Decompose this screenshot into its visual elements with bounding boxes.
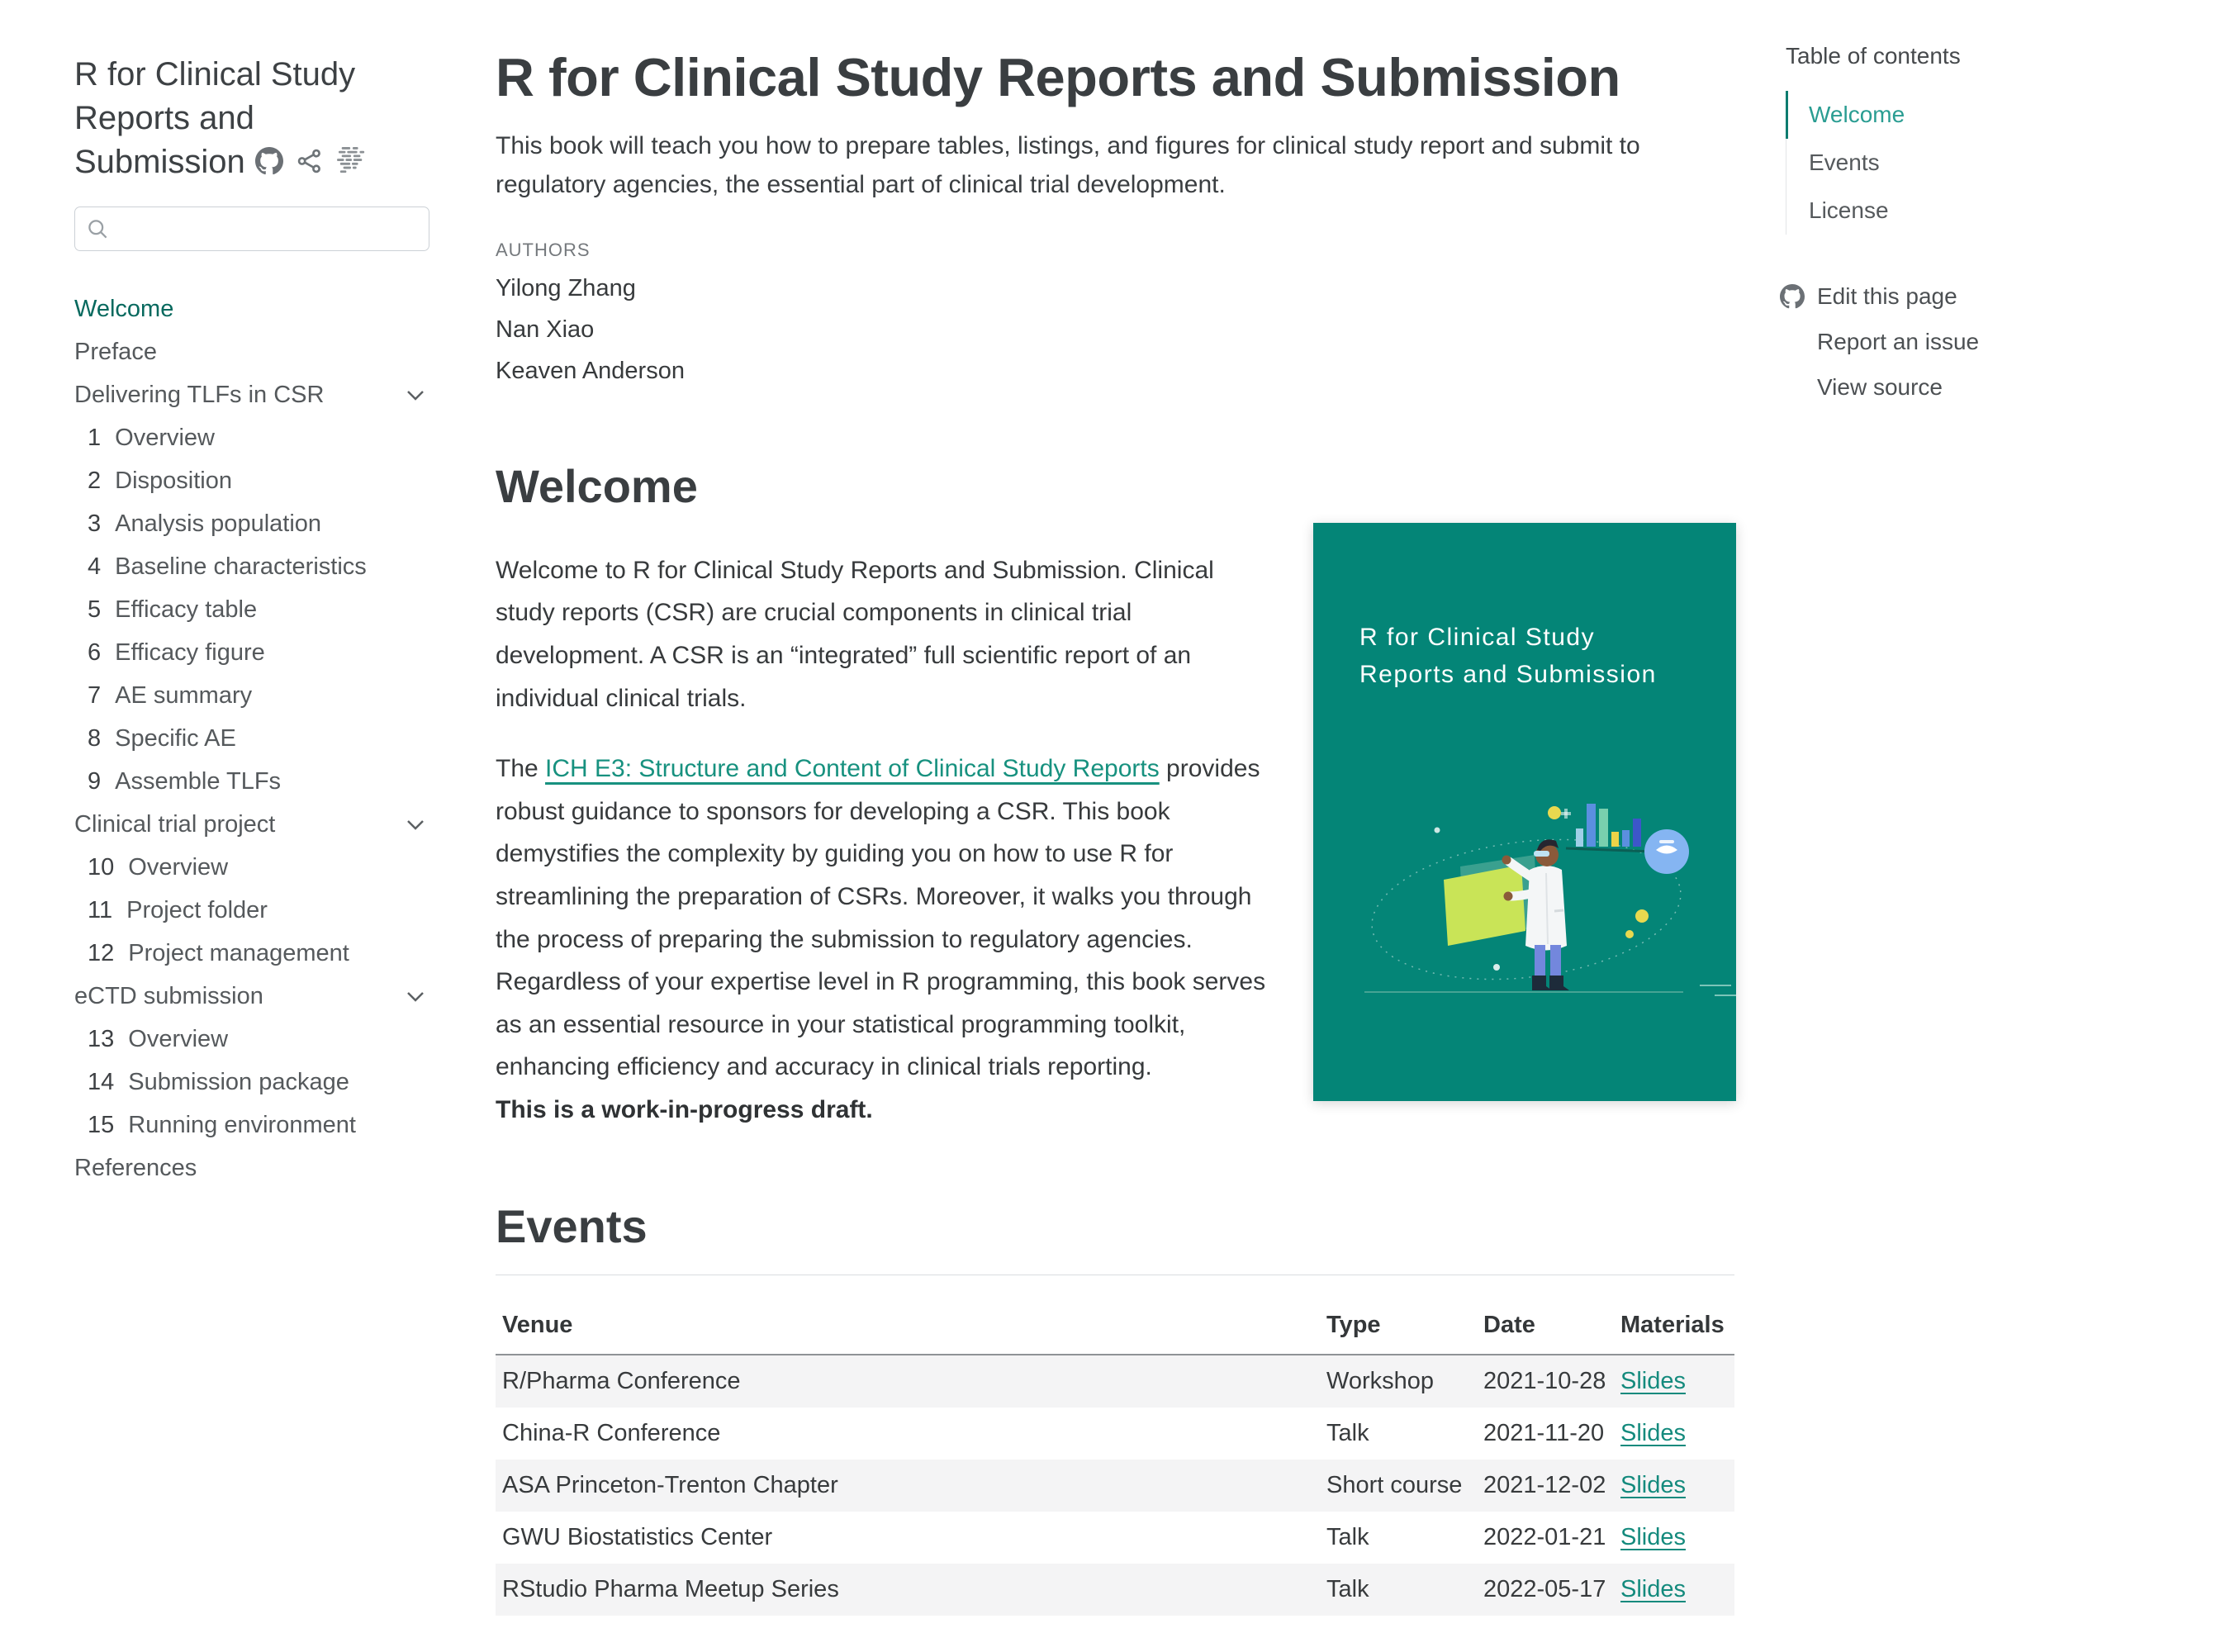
sidebar-item-label: Baseline characteristics	[115, 553, 367, 581]
cell-date: 2022-01-21	[1483, 1523, 1606, 1550]
sidebar-item-7-ae-summary[interactable]	[74, 682, 431, 710]
logo-lines-icon[interactable]	[336, 147, 368, 175]
cell-type: Workshop	[1326, 1367, 1435, 1394]
sidebar-item-8-specific-ae[interactable]	[74, 725, 431, 752]
toc-link-report-an-issue[interactable]	[1778, 328, 2174, 356]
table-row	[496, 1408, 1734, 1460]
sidebar-item-5-efficacy-table[interactable]	[74, 596, 431, 624]
cell-materials	[1614, 1355, 1734, 1408]
book-cover	[1313, 523, 1736, 1101]
table-of-contents	[1786, 43, 2174, 419]
author-name: Nan Xiao	[496, 316, 595, 343]
page-title: R for Clinical Study Reports and Submission	[496, 47, 1620, 107]
github-icon	[1778, 282, 1806, 311]
toc-list	[1786, 91, 2174, 235]
cell-venue: R/Pharma Conference	[502, 1367, 741, 1394]
sidebar	[74, 53, 431, 1198]
cell-type: Short course	[1326, 1471, 1463, 1498]
table-row	[496, 1460, 1734, 1512]
sidebar-item-1-overview[interactable]	[74, 425, 431, 452]
chapter-number: 9	[88, 768, 102, 795]
cell-venue: GWU Biostatistics Center	[502, 1523, 773, 1550]
book-title-text[interactable]: R for Clinical Study Reports and Submission	[74, 56, 356, 180]
chapter-number: 12	[88, 940, 115, 967]
sidebar-item-label: Assemble TLFs	[115, 768, 282, 795]
sidebar-item-11-project-folder[interactable]	[74, 897, 431, 924]
sidebar-item-label: Overview	[128, 854, 229, 881]
sidebar-item-delivering-tlfs-in-csr[interactable]	[74, 382, 425, 409]
slides-link[interactable]: Slides	[1620, 1367, 1686, 1394]
sidebar-item-label: Delivering TLFs in CSR	[74, 382, 325, 409]
sidebar-item-clinical-trial-project[interactable]	[74, 811, 425, 838]
chapter-number: 11	[88, 897, 113, 924]
table-header-venue: Venue	[502, 1311, 573, 1338]
cell-date: 2022-05-17	[1483, 1575, 1606, 1602]
cell-venue: China-R Conference	[502, 1419, 721, 1446]
title-icons	[255, 147, 368, 175]
table-row	[496, 1512, 1734, 1564]
table-header-date: Date	[1483, 1311, 1535, 1338]
sidebar-item-references[interactable]	[74, 1155, 431, 1182]
chapter-number: 10	[88, 854, 115, 881]
cell-date: 2021-10-28	[1483, 1367, 1606, 1394]
slides-link[interactable]: Slides	[1620, 1523, 1686, 1550]
cell-date: 2021-12-02	[1483, 1471, 1606, 1498]
toc-item-welcome[interactable]: Welcome	[1786, 91, 2174, 139]
sidebar-item-2-disposition[interactable]	[74, 468, 431, 495]
sidebar-item-label: References	[74, 1155, 197, 1182]
author-name: Keaven Anderson	[496, 357, 685, 384]
slides-link[interactable]: Slides	[1620, 1575, 1686, 1602]
cell-type: Talk	[1326, 1419, 1369, 1446]
icon-spacer	[1778, 328, 1806, 356]
cell-type: Talk	[1326, 1523, 1369, 1550]
toc-link-edit-this-page[interactable]	[1778, 282, 2174, 311]
chevron-down-icon[interactable]	[406, 819, 425, 830]
sidebar-item-welcome[interactable]	[74, 296, 431, 323]
page-description: This book will teach you how to prepare tables, listings, and figures for clinical study report and submit to regulatory agencies, the essential part of clinical trial development.	[496, 132, 1640, 199]
draft-note: This is a work-in-progress draft.	[496, 1095, 873, 1123]
cell-materials	[1614, 1512, 1734, 1564]
slides-link[interactable]: Slides	[1620, 1471, 1686, 1498]
events-table-header-row	[496, 1298, 1734, 1355]
slides-link[interactable]: Slides	[1620, 1419, 1686, 1446]
sidebar-item-label: Overview	[128, 1026, 229, 1053]
toc-item-license[interactable]: License	[1786, 187, 2174, 235]
ich-e3-link[interactable]: ICH E3: Structure and Content of Clinical Study Reports	[545, 755, 1160, 783]
events-table	[496, 1298, 1734, 1616]
sidebar-item-15-running-environment[interactable]	[74, 1112, 431, 1139]
table-row	[496, 1564, 1734, 1616]
sidebar-item-label: Running environment	[128, 1112, 356, 1139]
search-input[interactable]	[117, 216, 417, 243]
sidebar-item-ectd-submission[interactable]	[74, 983, 425, 1010]
chevron-down-icon[interactable]	[406, 390, 425, 401]
sidebar-item-label: Specific AE	[115, 725, 236, 752]
chapter-number: 1	[88, 425, 102, 452]
chapter-number: 8	[88, 725, 102, 752]
cell-materials	[1614, 1564, 1734, 1616]
sidebar-item-label: eCTD submission	[74, 983, 263, 1010]
table-header-type: Type	[1326, 1311, 1381, 1338]
p2-pre: The	[496, 755, 546, 783]
sidebar-item-9-assemble-tlfs[interactable]	[74, 768, 431, 795]
sidebar-item-13-overview[interactable]	[74, 1026, 431, 1053]
book-title[interactable]	[74, 53, 406, 183]
sidebar-item-label: Overview	[115, 425, 215, 452]
sidebar-item-12-project-management[interactable]	[74, 940, 431, 967]
sidebar-item-label: Project management	[128, 940, 349, 967]
chapter-number: 5	[88, 596, 102, 624]
sidebar-item-label: Efficacy table	[115, 596, 258, 624]
sidebar-item-label: Clinical trial project	[74, 811, 276, 838]
sidebar-item-6-efficacy-figure[interactable]	[74, 639, 431, 667]
toc-item-events[interactable]: Events	[1786, 139, 2174, 187]
authors-label: AUTHORS	[496, 239, 591, 260]
cell-type: Talk	[1326, 1575, 1369, 1602]
events-heading: Events	[496, 1199, 1734, 1275]
cell-venue: RStudio Pharma Meetup Series	[502, 1575, 839, 1602]
sidebar-item-3-analysis-population[interactable]	[74, 510, 431, 538]
table-header-materials: Materials	[1620, 1311, 1725, 1338]
chapter-number: 7	[88, 682, 102, 710]
share-icon[interactable]	[297, 148, 323, 174]
chapter-number: 4	[88, 553, 102, 581]
welcome-heading: Welcome	[496, 459, 698, 512]
sidebar-item-label: Efficacy figure	[115, 639, 265, 667]
p2-post: provides robust guidance to sponsors for developing a CSR. This book demystifies the complexity by guiding you on how to use R for streamlining the preparation of CSRs. Moreover, it walks you through the process of preparing the submission to regulatory agencies. Regardless of your expertise level in R programming, this book serves as an essential resource in your statistical programming toolkit, enhancing efficiency and accuracy in clinical trials reporting.	[496, 755, 1266, 1081]
chapter-number: 14	[88, 1069, 115, 1096]
sidebar-item-4-baseline-characteristics[interactable]	[74, 553, 431, 581]
cell-materials	[1614, 1408, 1734, 1460]
github-icon[interactable]	[255, 147, 283, 175]
sidebar-item-label: Preface	[74, 339, 157, 366]
welcome-text	[496, 549, 1270, 1132]
author-name: Yilong Zhang	[496, 274, 636, 301]
chevron-down-icon[interactable]	[406, 991, 425, 1002]
search-icon	[87, 218, 109, 240]
sidebar-item-label: Submission package	[128, 1069, 349, 1096]
cell-venue: ASA Princeton-Trenton Chapter	[502, 1471, 838, 1498]
sidebar-item-label: Analysis population	[115, 510, 322, 538]
welcome-paragraph-1: Welcome to R for Clinical Study Reports and Submission. Clinical study reports (CSR) are crucial components in clinical trial development. A CSR is an “integrated” full scientific report of an individual clinical trials.	[496, 556, 1214, 712]
chapter-number: 6	[88, 639, 102, 667]
sidebar-item-preface[interactable]	[74, 339, 431, 366]
sidebar-nav	[74, 296, 431, 1182]
cover-title-line2: Reports and Submission	[1359, 661, 1657, 688]
cell-materials	[1614, 1460, 1734, 1512]
toc-link-view-source[interactable]	[1778, 373, 2174, 401]
chapter-number: 2	[88, 468, 102, 495]
sidebar-item-label: Project folder	[126, 897, 268, 924]
table-row	[496, 1355, 1734, 1408]
cell-date: 2021-11-20	[1483, 1419, 1605, 1446]
toc-link-label: Report an issue	[1817, 329, 1980, 354]
chapter-number: 3	[88, 510, 102, 538]
cover-title-line1: R for Clinical Study	[1359, 624, 1596, 651]
sidebar-item-10-overview[interactable]	[74, 854, 431, 881]
chapter-number: 13	[88, 1026, 115, 1053]
toc-heading: Table of contents	[1786, 43, 1961, 69]
toc-link-label: View source	[1817, 374, 1943, 400]
authors-list	[496, 275, 1734, 385]
icon-spacer	[1778, 373, 1806, 401]
book-cover-art	[1313, 523, 1736, 1101]
search-box[interactable]	[74, 206, 429, 251]
cover-avatar-bubble-icon	[1644, 829, 1689, 874]
sidebar-item-label: Welcome	[74, 296, 174, 323]
chapter-number: 15	[88, 1112, 115, 1139]
toc-link-label: Edit this page	[1817, 283, 1957, 309]
toc-links	[1786, 282, 2174, 401]
sidebar-item-label: AE summary	[115, 682, 253, 710]
welcome-paragraph-2	[496, 748, 1270, 1089]
sidebar-item-14-submission-package[interactable]	[74, 1069, 431, 1096]
sidebar-item-label: Disposition	[115, 468, 232, 495]
